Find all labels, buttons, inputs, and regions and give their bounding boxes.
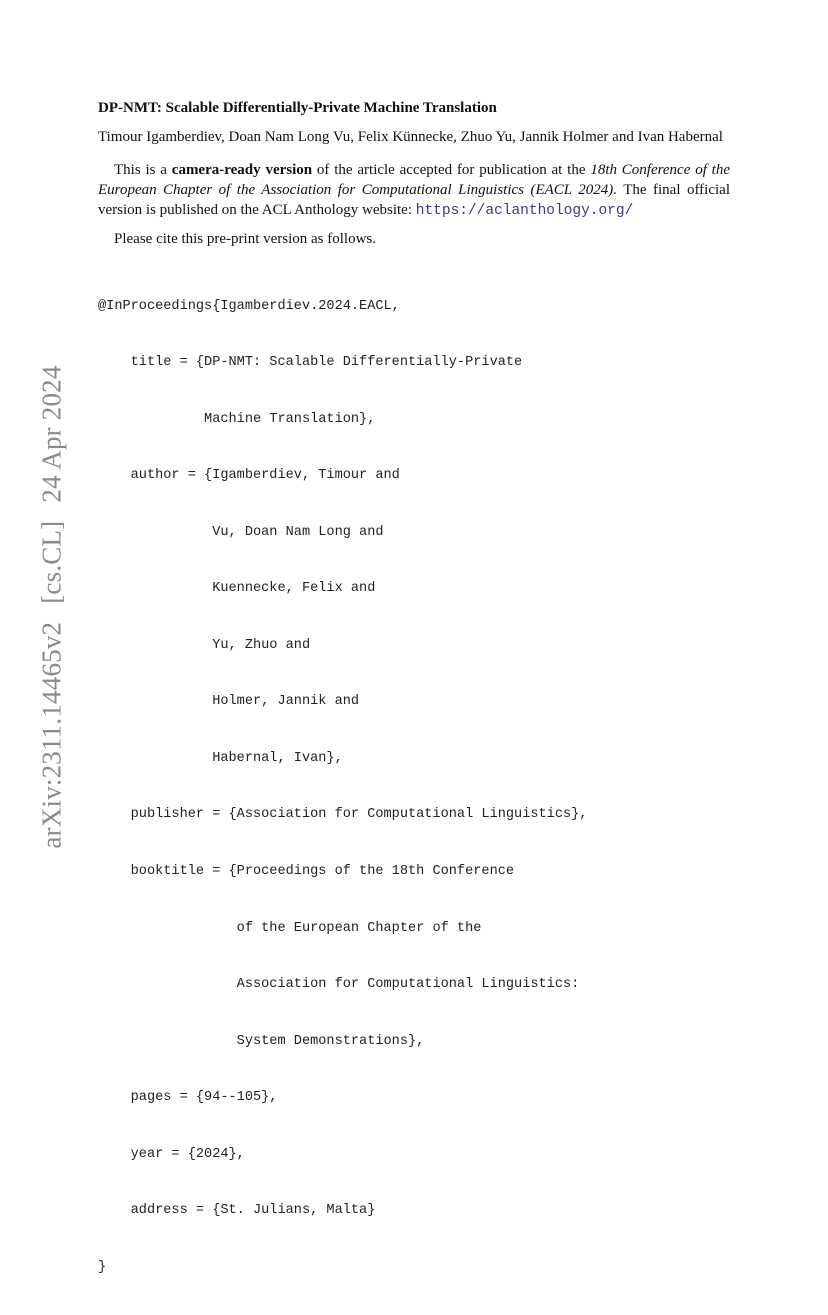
bibtex-line: booktitle = {Proceedings of the 18th Conference xyxy=(98,864,515,879)
bibtex-line: author = {Igamberdiev, Timour and xyxy=(98,468,400,484)
bibtex-line: System Demonstrations}, xyxy=(98,1033,425,1049)
bibtex-line: } xyxy=(98,1259,107,1275)
bibtex-line: of the European Chapter of the xyxy=(98,920,482,936)
camera-ready-notice xyxy=(98,160,730,221)
bibtex-line: Holmer, Jannik and xyxy=(98,694,360,710)
bibtex-line: Vu, Doan Nam Long and xyxy=(98,524,384,540)
bibtex-line: Machine Translation}, xyxy=(98,411,376,427)
bibtex-line: year = {2024}, xyxy=(98,1146,245,1162)
anthology-link[interactable]: https://aclanthology.org/ xyxy=(415,203,634,219)
arxiv-date: 24 Apr 2024 xyxy=(36,365,67,503)
arxiv-id: arXiv:2311.14465v2 xyxy=(36,621,67,849)
main-content xyxy=(98,98,730,1315)
bibtex-line: address = {St. Julians, Malta} xyxy=(98,1203,376,1219)
bibtex-line: Yu, Zhuo and xyxy=(98,637,311,653)
bibtex-block xyxy=(98,260,730,1315)
bibtex-line: @InProceedings{Igamberdiev.2024.EACL, xyxy=(98,298,400,314)
bibtex-line: pages = {94--105}, xyxy=(98,1090,278,1106)
cite-instruction: Please cite this pre-print version as follows. xyxy=(114,231,377,247)
arxiv-category: [cs.CL] xyxy=(36,520,67,604)
bibtex-line: title = {DP-NMT: Scalable Differentially-Private xyxy=(98,355,523,371)
bibtex-line: Kuennecke, Felix and xyxy=(98,581,376,597)
notice-tail: The final official version is published on the ACL Anthology website: xyxy=(98,182,730,218)
notice-venue: 18th Conference of the European Chapter of the Association for Computational Linguistics (EACL 2024). xyxy=(98,162,730,198)
paper-title: DP-NMT: Scalable Differentially-Private Machine Translation xyxy=(98,100,497,116)
arxiv-side-stamp xyxy=(37,365,68,848)
paper-authors: Timour Igamberdiev, Doan Nam Long Vu, Felix Künnecke, Zhuo Yu, Jannik Holmer and Ivan Habernal xyxy=(98,129,723,145)
bibtex-line: Habernal, Ivan}, xyxy=(98,750,343,766)
notice-intro: This is a xyxy=(114,162,172,178)
bibtex-line: publisher = {Association for Computational Linguistics}, xyxy=(98,807,588,823)
notice-mid: of the article accepted for publication at the xyxy=(312,162,591,178)
bibtex-line: Association for Computational Linguistics: xyxy=(98,977,580,993)
notice-bold: camera-ready version xyxy=(171,162,313,178)
